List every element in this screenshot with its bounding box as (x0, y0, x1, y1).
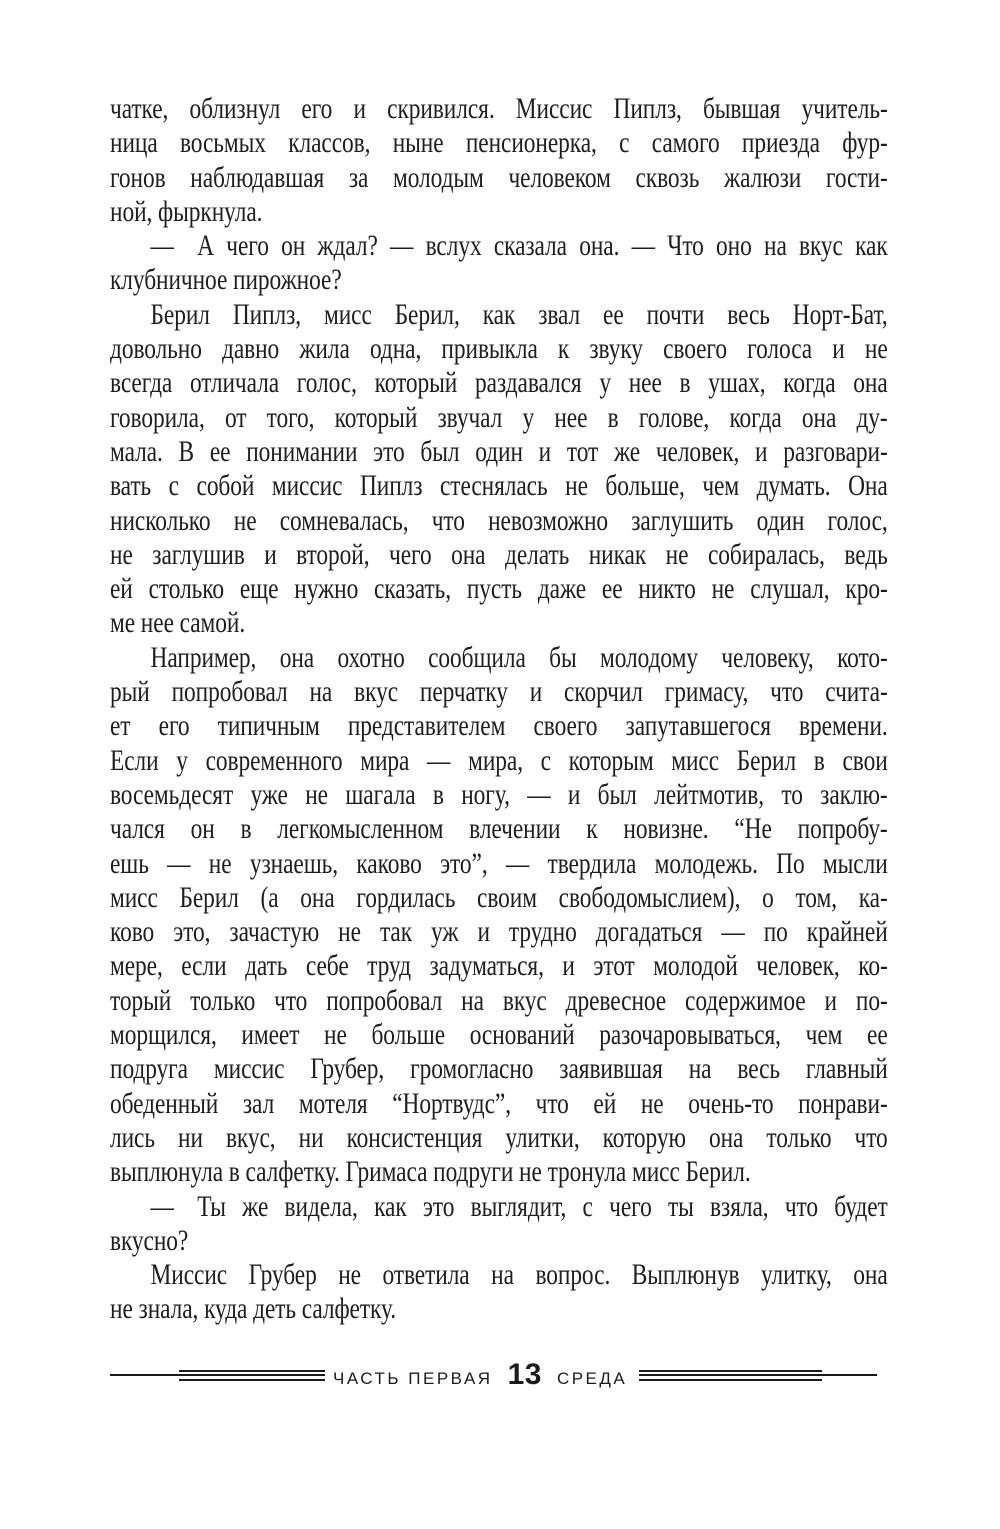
text-line: Миссис Грубер не ответила на вопрос. Выплюнув улитку, она (150, 1258, 888, 1292)
text-line: Например, она охотно сообщила бы молодому человеку, кото- (150, 640, 888, 674)
text-line: мисс Берил (а она гордилась своим свободомыслием), о том, ка- (110, 880, 888, 914)
text-line: не заглушив и второй, чего она делать никак не собиралась, ведь (110, 537, 888, 571)
footer-rule-right (639, 1370, 877, 1381)
paragraph (110, 92, 888, 229)
text-line: рый попробовал на вкус перчатку и скорчил гримасу, что счита- (110, 675, 888, 709)
paragraph (110, 1190, 888, 1259)
text-line: Берил Пиплз, мисс Берил, как звал ее почти весь Норт-Бат, (150, 297, 888, 331)
page-number: 13 (507, 1358, 542, 1391)
chapter-label: СРЕДА (556, 1369, 628, 1388)
text-line: ет его типичным представителем своего запутавшегося времени. (110, 709, 888, 743)
footer-text (333, 1358, 627, 1392)
text-line: всегда отличала голос, который раздавался у нее в ушах, когда она (110, 366, 888, 400)
text-line: гонов наблюдавшая за молодым человеком сквозь жалюзи гости- (110, 160, 888, 194)
text-line: клубничное пирожное? (110, 263, 342, 297)
text-line: чатке, облизнул его и скривился. Миссис Пиплз, бывшая учитель- (110, 92, 888, 125)
text-line: ница восьмых классов, ныне пенсионерка, с самого приезда фур- (110, 126, 888, 160)
body-text (110, 92, 888, 1327)
text-line: обеденный зал мотеля “Нортвудс”, что ей не очень-то понрави- (110, 1086, 888, 1120)
text-line: ково это, зачастую не так уж и трудно догадаться — по крайней (110, 915, 888, 949)
text-line: лись ни вкус, ни консистенция улитки, которую она только что (110, 1120, 888, 1154)
page-footer (0, 1358, 1000, 1391)
text-line: восемьдесят уже не шагала в ногу, — и был лейтмотив, то заклю- (110, 777, 888, 811)
text-line: — А чего он ждал? — вслух сказала она. — Что оно на вкус как (150, 229, 888, 263)
text-line: ной, фыркнула. (110, 194, 263, 228)
text-line: мере, если дать себе труд задуматься, и этот молодой человек, ко- (110, 949, 888, 983)
part-label: ЧАСТЬ ПЕРВАЯ (333, 1369, 493, 1388)
paragraph (110, 1258, 888, 1327)
text-line: морщился, имеет не больше оснований разочаровываться, чем ее (110, 1018, 888, 1052)
paragraph (110, 229, 888, 298)
paragraph (110, 298, 888, 641)
text-line: подруга миссис Грубер, громогласно заявившая на весь главный (110, 1052, 888, 1086)
text-line: выплюнула в салфетку. Гримаса подруги не тронула мисс Берил. (110, 1155, 751, 1189)
text-line: говорила, от того, который звучал у нее в голове, когда она ду- (110, 400, 888, 434)
text-line: вать с собой миссис Пиплз стеснялась не больше, чем думать. Она (110, 469, 888, 503)
rule-triple-line (179, 1370, 325, 1381)
text-line: ме нее самой. (110, 606, 246, 640)
text-line: не знала, куда деть салфетку. (110, 1292, 397, 1326)
text-line: вкусно? (110, 1223, 189, 1257)
text-line: — Ты же видела, как это выглядит, с чего ты взяла, что будет (150, 1189, 888, 1223)
text-line: ей столько еще нужно сказать, пусть даже ее никто не слушал, кро- (110, 572, 888, 606)
footer-rule-left (110, 1370, 325, 1381)
text-line: чался он в легкомысленном влечении к новизне. “Не попробу- (110, 812, 888, 846)
text-line: ешь — не узнаешь, каково это”, — твердила молодежь. По мысли (110, 846, 888, 880)
text-line: нисколько не сомневалась, что невозможно заглушить один голос, (110, 503, 888, 537)
text-line: Если у современного мира — мира, с которым мисс Берил в свои (110, 743, 888, 777)
text-line: довольно давно жила одна, привыкла к звуку своего голоса и не (110, 332, 888, 366)
text-line: торый только что попробовал на вкус древесное содержимое и по- (110, 983, 888, 1017)
paragraph (110, 641, 888, 1190)
text-line: мала. В ее понимании это был один и тот же человек, и разговари- (110, 434, 888, 468)
rule-triple-line (639, 1370, 822, 1381)
